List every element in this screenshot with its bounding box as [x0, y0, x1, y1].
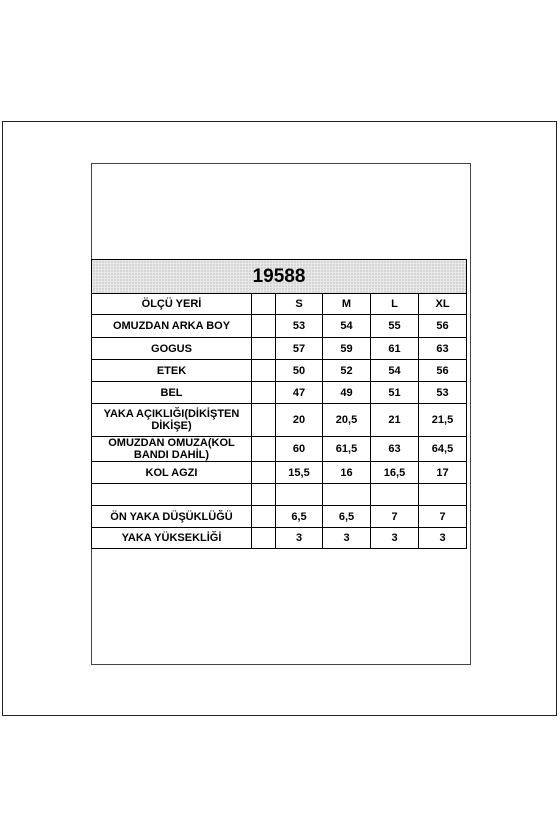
empty-cell	[371, 484, 419, 506]
value-cell: 57	[276, 338, 323, 360]
row-label: YAKA YÜKSEKLİĞİ	[92, 528, 252, 549]
value-cell: 3	[371, 528, 419, 549]
value-cell: 47	[276, 382, 323, 404]
table-row	[92, 462, 467, 484]
value-cell: 54	[323, 315, 371, 338]
empty-cell	[276, 484, 323, 506]
empty-row	[92, 484, 467, 506]
table-row	[92, 506, 467, 528]
value-cell: 6,5	[276, 506, 323, 528]
value-cell: 21	[371, 404, 419, 437]
row-label: KOL AGZI	[92, 462, 252, 484]
value-cell: 16	[323, 462, 371, 484]
table-header-row	[92, 294, 467, 315]
value-cell: 59	[323, 338, 371, 360]
column-header-measurement: ÖLÇÜ YERİ	[92, 294, 252, 315]
spacer-cell	[252, 437, 276, 462]
value-cell: 56	[419, 360, 467, 382]
empty-cell	[92, 484, 252, 506]
value-cell: 15,5	[276, 462, 323, 484]
table-row	[92, 437, 467, 462]
spacer-cell	[252, 462, 276, 484]
value-cell: 3	[323, 528, 371, 549]
value-cell: 7	[371, 506, 419, 528]
value-cell: 61,5	[323, 437, 371, 462]
value-cell: 53	[276, 315, 323, 338]
column-header-size: M	[323, 294, 371, 315]
value-cell: 52	[323, 360, 371, 382]
spacer-cell	[252, 506, 276, 528]
value-cell: 61	[371, 338, 419, 360]
value-cell: 55	[371, 315, 419, 338]
row-label: ETEK	[92, 360, 252, 382]
size-table	[91, 259, 467, 549]
value-cell: 50	[276, 360, 323, 382]
value-cell: 63	[419, 338, 467, 360]
spacer-cell	[252, 382, 276, 404]
spacer-cell	[252, 315, 276, 338]
value-cell: 17	[419, 462, 467, 484]
table-title-row	[92, 260, 467, 294]
spacer-cell	[252, 528, 276, 549]
column-header-size: L	[371, 294, 419, 315]
empty-cell	[323, 484, 371, 506]
value-cell: 60	[276, 437, 323, 462]
table-row	[92, 360, 467, 382]
value-cell: 49	[323, 382, 371, 404]
value-cell: 20	[276, 404, 323, 437]
spacer-cell	[252, 338, 276, 360]
table-row	[92, 404, 467, 437]
row-label: GOGUS	[92, 338, 252, 360]
spacer-cell	[252, 360, 276, 382]
table-row	[92, 338, 467, 360]
value-cell: 20,5	[323, 404, 371, 437]
value-cell: 3	[276, 528, 323, 549]
table-row	[92, 528, 467, 549]
empty-cell	[252, 484, 276, 506]
column-header-size: S	[276, 294, 323, 315]
empty-cell	[419, 484, 467, 506]
row-label: OMUZDAN OMUZA(KOL BANDI DAHİL)	[92, 437, 252, 462]
column-header-size: XL	[419, 294, 467, 315]
value-cell: 63	[371, 437, 419, 462]
value-cell: 64,5	[419, 437, 467, 462]
row-label: YAKA AÇIKLIĞI(DİKİŞTEN DİKİŞE)	[92, 404, 252, 437]
product-code: 19588	[92, 260, 467, 294]
row-label: ÖN YAKA DÜŞÜKLÜĞÜ	[92, 506, 252, 528]
spacer-cell	[252, 294, 276, 315]
value-cell: 7	[419, 506, 467, 528]
row-label: OMUZDAN ARKA BOY	[92, 315, 252, 338]
value-cell: 6,5	[323, 506, 371, 528]
value-cell: 51	[371, 382, 419, 404]
table-row	[92, 382, 467, 404]
value-cell: 54	[371, 360, 419, 382]
value-cell: 21,5	[419, 404, 467, 437]
spacer-cell	[252, 404, 276, 437]
value-cell: 53	[419, 382, 467, 404]
table-row	[92, 315, 467, 338]
value-cell: 3	[419, 528, 467, 549]
value-cell: 56	[419, 315, 467, 338]
value-cell: 16,5	[371, 462, 419, 484]
row-label: BEL	[92, 382, 252, 404]
